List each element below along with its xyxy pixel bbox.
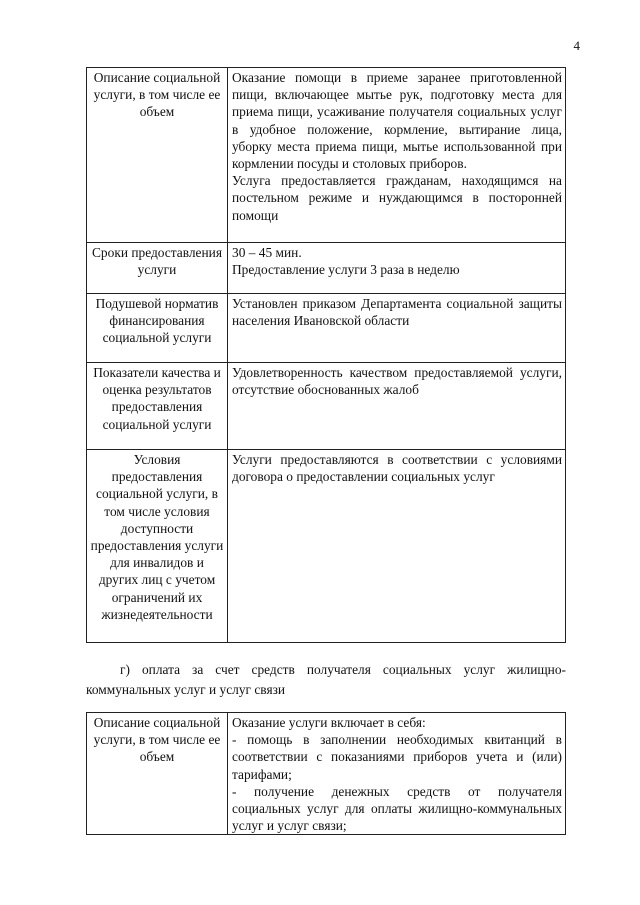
row-label: Сроки предоставления услуги xyxy=(87,243,228,294)
section-heading: г) оплата за счет средств получателя социальных услуг жилищно-коммунальных услуг и услуг связи xyxy=(86,662,566,697)
row-label: Условия предоставления социальной услуги, в том числе условия доступности предоставления услуги для инвалидов и других лиц с учетом ограничений их жизнедеятельности xyxy=(87,450,228,643)
content-paragraph: Услуги предоставляются в соответствии с условиями договора о предоставлении социальных услуг xyxy=(232,452,562,485)
content-paragraph: Установлен приказом Департамента социальной защиты населения Ивановской области xyxy=(232,296,562,329)
row-content xyxy=(228,363,566,450)
table-row xyxy=(87,450,566,643)
service-table-utilities xyxy=(86,712,566,835)
row-label: Описание социальной услуги, в том числе ее объем xyxy=(87,68,228,243)
table-row xyxy=(87,243,566,294)
row-content xyxy=(228,450,566,643)
page-number: 4 xyxy=(573,38,580,53)
content-paragraph: Услуга предоставляется гражданам, находящимся на постельном режиме и нуждающимся в посторонней помощи xyxy=(232,173,562,223)
row-label: Показатели качества и оценка результатов предоставления социальной услуги xyxy=(87,363,228,450)
row-label: Подушевой норматив финансирования социальной услуги xyxy=(87,294,228,363)
row-content xyxy=(228,294,566,363)
content-paragraph: Оказание услуги включает в себя: xyxy=(232,715,426,730)
row-content xyxy=(228,243,566,294)
row-content xyxy=(228,713,566,835)
row-label: Описание социальной услуги, в том числе ее объем xyxy=(87,713,228,835)
content-paragraph: Оказание помощи в приеме заранее приготовленной пищи, включающее мытье рук, подготовку места для приема пищи, усаживание получателя социальных услуг в удобное положение, кормление, вытирание лица, уборку места приема пищи, мытье использованной при кормлении посуды и столовых приборов. xyxy=(232,70,562,172)
row-content xyxy=(228,68,566,243)
table-row xyxy=(87,294,566,363)
content-paragraph: Удовлетворенность качеством предоставляемой услуги, отсутствие обоснованных жалоб xyxy=(232,365,562,398)
content-paragraph: 30 – 45 мин. xyxy=(232,245,302,260)
table-row xyxy=(87,363,566,450)
table-row xyxy=(87,713,566,835)
content-paragraph: Предоставление услуги 3 раза в неделю xyxy=(232,262,460,278)
content-paragraph: - получение денежных средств от получателя социальных услуг для оплаты жилищно-коммунальных услуг и услуг связи; xyxy=(232,783,562,834)
table-row xyxy=(87,68,566,243)
service-table-feeding xyxy=(86,67,566,643)
content-paragraph: - помощь в заполнении необходимых квитанций в соответствии с показаниями приборов учета и (или) тарифами; xyxy=(232,732,562,782)
